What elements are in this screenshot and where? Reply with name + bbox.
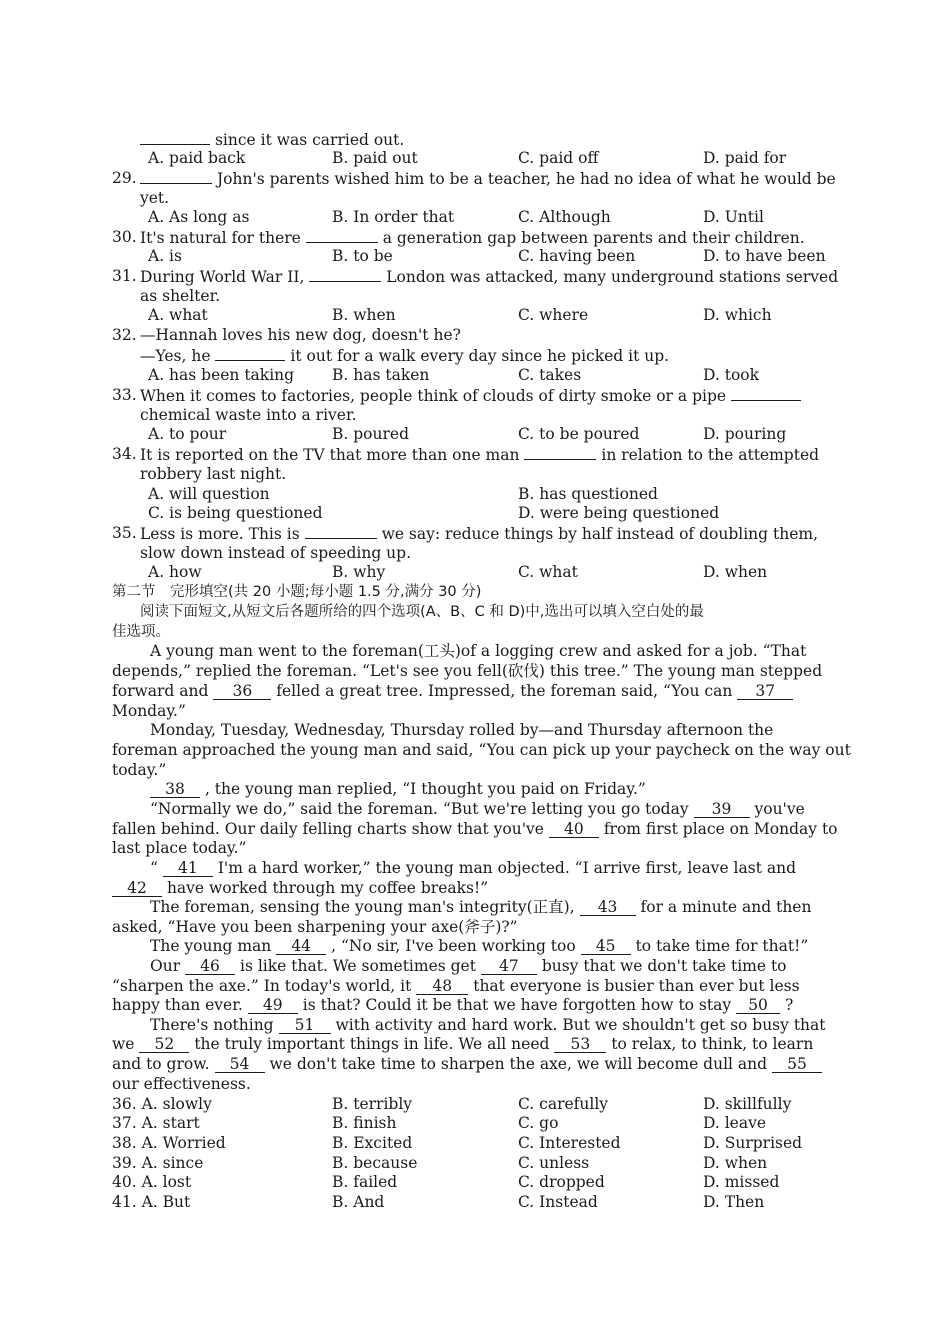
option-b: B. why <box>332 563 386 581</box>
cloze-blank-46: 46 <box>185 959 235 975</box>
cloze-blank-44: 44 <box>276 939 326 955</box>
option-a: A. will question <box>148 485 270 503</box>
option-b: B. And <box>332 1193 385 1211</box>
cloze-option-row-41 <box>0 1192 950 1212</box>
passage-line: 42 have worked through my coffee breaks!” <box>0 878 950 898</box>
passage-line: The young man 44 , “No sir, I've been working too 45 to take time for that!” <box>150 937 809 955</box>
cloze-option-row-37 <box>0 1113 950 1133</box>
option-d: D. skillfully <box>703 1095 792 1113</box>
option-d: D. which <box>703 306 772 324</box>
cloze-blank-43: 43 <box>580 900 636 916</box>
question-28-stem: since it was carried out. <box>0 129 950 149</box>
cloze-blank-53: 53 <box>554 1037 606 1053</box>
question-number: 33. <box>112 386 137 404</box>
option-d: D. leave <box>703 1114 767 1132</box>
answer-blank <box>306 227 378 243</box>
passage-line: A young man went to the foreman(工头)of a logging crew and asked for a job. “That <box>150 642 807 660</box>
option-a: 41. A. But <box>112 1193 191 1211</box>
option-b: B. finish <box>332 1114 397 1132</box>
option-d: D. when <box>703 563 768 581</box>
cloze-blank-45: 45 <box>581 939 631 955</box>
option-d: D. paid for <box>703 149 787 167</box>
option-c: C. dropped <box>518 1173 605 1191</box>
section-instruction: 阅读下面短文,从短文后各题所给的四个选项(A、B、C 和 D)中,选出可以填入空白处的最 <box>140 604 704 620</box>
option-c: C. Instead <box>518 1193 598 1211</box>
cloze-blank-50: 50 <box>736 998 780 1014</box>
question-number: 31. <box>112 267 137 285</box>
option-b: B. failed <box>332 1173 398 1191</box>
question-33-stem: 33. When it comes to factories, people think of clouds of dirty smoke or a pipe <box>0 385 950 405</box>
option-b: B. Excited <box>332 1134 413 1152</box>
option-a: A. has been taking <box>148 366 295 384</box>
option-b: B. In order that <box>332 208 455 226</box>
option-d: D. Then <box>703 1193 765 1211</box>
question-34-stem: 34. It is reported on the TV that more than one man in relation to the attempted <box>112 445 820 464</box>
option-a: 38. A. Worried <box>112 1134 226 1152</box>
option-b: B. has taken <box>332 366 430 384</box>
question-34-options-row-1 <box>0 484 950 504</box>
option-b: B. to be <box>332 247 393 265</box>
passage-line: There's nothing 51 with activity and hard work. But we shouldn't get so busy that <box>150 1016 826 1034</box>
answer-blank <box>215 345 285 361</box>
passage-line: depends,” replied the foreman. “Let's see you fell(砍伐) this tree.” The young man stepped <box>112 662 823 680</box>
option-a: A. As long as <box>148 208 250 226</box>
cloze-blank-55: 55 <box>772 1057 822 1073</box>
cloze-blank-37: 37 <box>737 684 793 700</box>
cloze-blank-54: 54 <box>215 1057 265 1073</box>
option-c: C. Interested <box>518 1134 621 1152</box>
section-instruction-cont: 佳选项。 <box>112 624 170 640</box>
option-b: B. has questioned <box>518 485 658 503</box>
cloze-blank-40: 40 <box>549 822 599 838</box>
question-number: 30. <box>112 228 137 246</box>
passage-line: last place today.” <box>112 839 247 857</box>
option-c: C. to be poured <box>518 425 640 443</box>
cloze-blank-38: 38 <box>150 782 200 798</box>
cloze-blank-47: 47 <box>481 959 537 975</box>
question-30-stem: 30. It's natural for there a generation gap between parents and their children. <box>112 228 805 247</box>
cloze-blank-41: 41 <box>163 861 213 877</box>
option-c: C. where <box>518 306 589 324</box>
answer-blank <box>140 129 210 145</box>
question-35-stem-cont: slow down instead of speeding up. <box>140 544 412 562</box>
cloze-blank-51: 51 <box>279 1018 331 1034</box>
passage-line: and to grow. 54 we don't take time to sharpen the axe, we will become dull and 55 <box>0 1054 950 1074</box>
option-a: A. what <box>148 306 208 324</box>
option-c: C. having been <box>518 247 636 265</box>
passage-line: foreman approached the young man and said, “You can pick up your paycheck on the way out <box>112 741 851 759</box>
passage-line: fallen behind. Our daily felling charts show that you've 40 from first place on Monday to <box>112 820 838 838</box>
question-number: 34. <box>112 445 137 463</box>
question-35-stem: 35. Less is more. This is we say: reduce things by half instead of doubling them, <box>112 524 818 543</box>
cloze-option-row-39 <box>0 1153 950 1173</box>
option-d: D. Surprised <box>703 1134 803 1152</box>
cloze-blank-49: 49 <box>248 998 298 1014</box>
cloze-blank-42: 42 <box>112 881 162 897</box>
option-c: C. is being questioned <box>148 504 323 522</box>
passage-line: asked, “Have you been sharpening your axe(斧子)?” <box>112 918 518 936</box>
option-a: 39. A. since <box>112 1154 204 1172</box>
option-d: D. when <box>703 1154 768 1172</box>
question-32-stem-cont: —Yes, he it out for a walk every day since he picked it up. <box>140 347 670 365</box>
passage-line: Our 46 is like that. We sometimes get 47 busy that we don't take time to <box>150 957 787 975</box>
option-b: B. when <box>332 306 396 324</box>
question-32-stem: 32. —Hannah loves his new dog, doesn't he? <box>112 326 461 344</box>
option-d: D. pouring <box>703 425 787 443</box>
passage-line: “Normally we do,” said the foreman. “But we're letting you go today 39 you've <box>150 800 805 818</box>
option-b: B. terribly <box>332 1095 413 1113</box>
passage-line: forward and 36 felled a great tree. Impressed, the foreman said, “You can 37 <box>0 681 950 701</box>
option-a: 36. A. slowly <box>112 1095 212 1113</box>
option-c: C. what <box>518 563 578 581</box>
question-28-options <box>0 148 950 168</box>
passage-line: our effectiveness. <box>112 1075 251 1093</box>
question-29-stem-cont: yet. <box>140 189 170 207</box>
question-number: 29. <box>112 169 137 187</box>
passage-line: Monday.” <box>112 702 186 720</box>
option-d: D. were being questioned <box>518 504 720 522</box>
option-c: C. paid off <box>518 149 599 167</box>
passage-line: The foreman, sensing the young man's integrity(正直), 43 for a minute and then <box>150 898 812 916</box>
passage-line: “ 41 I'm a hard worker,” the young man objected. “I arrive first, leave last and <box>150 859 796 877</box>
answer-blank <box>524 444 596 460</box>
question-number: 32. <box>112 326 137 344</box>
question-31-options <box>0 305 950 325</box>
option-d: D. missed <box>703 1173 780 1191</box>
option-a: A. how <box>148 563 202 581</box>
question-33-stem-cont: chemical waste into a river. <box>140 406 357 424</box>
question-34-stem-cont: robbery last night. <box>140 465 287 483</box>
option-b: B. paid out <box>332 149 418 167</box>
cloze-blank-52: 52 <box>139 1037 189 1053</box>
question-30-options <box>0 246 950 266</box>
passage-line: happy than ever. 49 is that? Could it be that we have forgotten how to stay 50 ? <box>112 996 794 1014</box>
question-number: 35. <box>112 524 137 542</box>
question-29-stem: 29. John's parents wished him to be a teacher, he had no idea of what he would be <box>112 169 836 188</box>
answer-blank <box>731 385 801 401</box>
option-a: 37. A. start <box>112 1114 200 1132</box>
cloze-option-row-38 <box>0 1133 950 1153</box>
passage-line: today.” <box>112 761 167 779</box>
question-34-options-row-2 <box>0 503 950 523</box>
option-a: 40. A. lost <box>112 1173 192 1191</box>
cloze-option-row-36 <box>0 1094 950 1114</box>
option-b: B. poured <box>332 425 409 443</box>
option-a: A. to pour <box>148 425 227 443</box>
passage-line: 38 , the young man replied, “I thought you paid on Friday.” <box>0 779 950 799</box>
question-33-options <box>0 424 950 444</box>
cloze-blank-48: 48 <box>416 979 468 995</box>
answer-blank <box>140 168 212 184</box>
option-c: C. carefully <box>518 1095 609 1113</box>
answer-blank <box>305 523 377 539</box>
passage-line: we 52 the truly important things in life. We all need 53 to relax, to think, to learn <box>112 1035 814 1053</box>
option-a: A. is <box>148 247 182 265</box>
question-31-stem-cont: as shelter. <box>140 287 221 305</box>
option-d: D. Until <box>703 208 764 226</box>
question-31-stem: 31. During World War II, London was attacked, many underground stations served <box>112 267 839 286</box>
passage-line: “sharpen the axe.” In today's world, it 48 that everyone is busier than ever but less <box>112 977 800 995</box>
question-35-options <box>0 562 950 582</box>
passage-line: Monday, Tuesday, Wednesday, Thursday rolled by—and Thursday afternoon the <box>150 721 774 739</box>
cloze-blank-36: 36 <box>213 684 271 700</box>
option-c: C. unless <box>518 1154 590 1172</box>
cloze-option-row-40 <box>0 1172 950 1192</box>
cloze-blank-39: 39 <box>694 802 750 818</box>
question-32-options <box>0 365 950 385</box>
section-title: 第二节 完形填空(共 20 小题;每小题 1.5 分,满分 30 分) <box>112 584 482 600</box>
option-b: B. because <box>332 1154 418 1172</box>
option-c: C. takes <box>518 366 582 384</box>
question-29-options <box>0 207 950 227</box>
option-d: D. took <box>703 366 760 384</box>
option-d: D. to have been <box>703 247 826 265</box>
option-a: A. paid back <box>148 149 246 167</box>
option-c: C. go <box>518 1114 559 1132</box>
answer-blank <box>309 266 381 282</box>
option-c: C. Although <box>518 208 611 226</box>
